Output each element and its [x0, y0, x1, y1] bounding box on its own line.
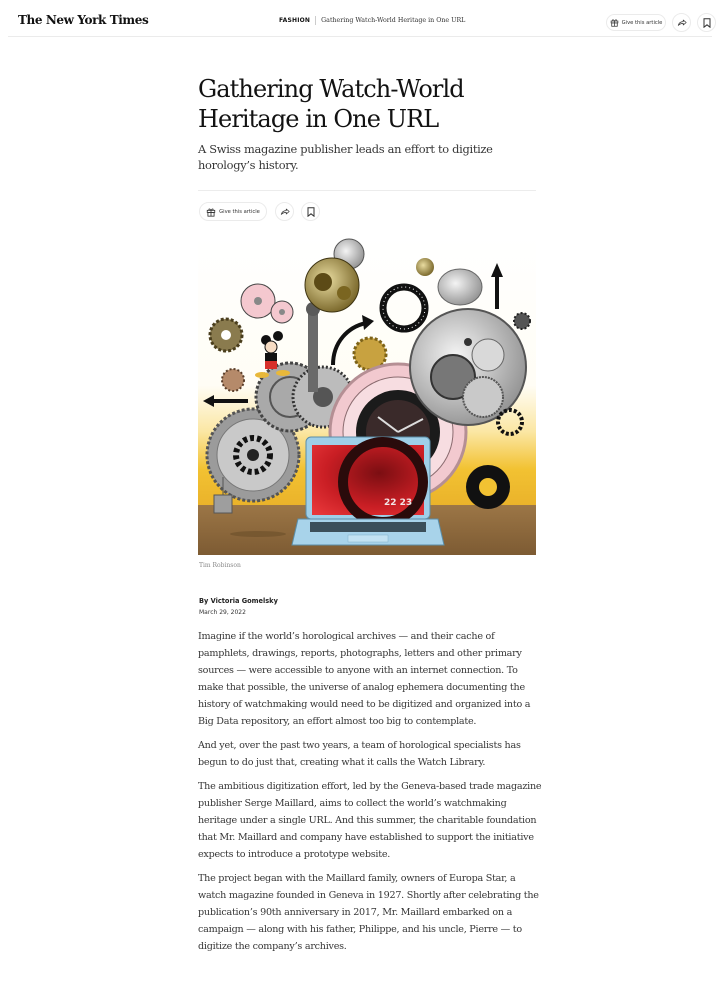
article-summary: A Swiss magazine publisher leads an effort to digitize horology’s history. — [198, 142, 493, 172]
gift-icon — [206, 207, 216, 217]
screen-numbers: 22 23 — [384, 498, 413, 508]
bronze-disk — [416, 258, 434, 276]
desk-shadow — [230, 531, 286, 537]
top-bar — [8, 10, 712, 37]
bookmark-icon — [307, 207, 315, 217]
section-link[interactable]: FASHION — [279, 17, 311, 24]
image-credit: Tim Robinson — [199, 562, 241, 569]
small-dark-gear — [514, 313, 530, 329]
byline[interactable]: By Victoria Gomelsky — [199, 597, 278, 605]
headline-line-1: Gathering Watch-World — [198, 75, 464, 103]
breadcrumb-divider — [315, 16, 316, 25]
article-headline — [198, 74, 538, 134]
headline-line-2: Heritage in One URL — [198, 105, 439, 133]
bookmark-button[interactable] — [301, 202, 320, 221]
laptop — [292, 437, 444, 545]
paragraph: Imagine if the world’s horological archives — and their cache of pamphlets, drawings, reports, photographs, letters and other primary sources — were accessible to anyone with an internet connection. To make that possible, the universe of analog ephemera documenting the history of watchmaking would need to be digitized and organized into a Big Data repository, an effort almost too big to contemplate. — [198, 631, 531, 727]
breadcrumb-title: Gathering Watch-World Heritage in One URL — [321, 17, 466, 24]
article-body — [198, 629, 543, 963]
share-arrow-icon — [280, 207, 290, 216]
share-arrow-icon — [677, 18, 687, 27]
breadcrumb — [279, 16, 465, 25]
bookmark-button-top[interactable] — [697, 13, 716, 32]
share-button[interactable] — [275, 202, 294, 221]
silver-plate — [438, 269, 482, 305]
give-article-button-top[interactable] — [606, 14, 666, 31]
paragraph: And yet, over the past two years, a team of horological specialists has begun to do just that, creating what it calls the Watch Library. — [198, 739, 521, 768]
article-illustration — [198, 237, 536, 555]
give-article-label: Give this article — [219, 208, 260, 215]
give-article-button[interactable] — [199, 202, 267, 221]
paragraph: The ambitious digitization effort, led by the Geneva-based trade magazine publisher Serge Maillard, aims to collect the world’s watchmaking heritage under a single URL. And this summer, the charitable foundation that Mr. Maillard and company have established to support the initiative expects to introduce a prototype website. — [198, 781, 542, 860]
gift-icon — [610, 18, 619, 27]
weight-block — [214, 495, 232, 513]
watch-collage-illustration — [198, 237, 536, 555]
pocket-watch-movement — [410, 309, 526, 425]
nyt-logo[interactable]: The New York Times — [18, 13, 149, 27]
publish-date: March 29, 2022 — [199, 609, 246, 616]
paragraph: The project began with the Maillard family, owners of Europa Star, a watch magazine founded in Geneva in 1927. Shortly after celebrating the publication’s 90th anniversary in 2017, Mr. Maillard embarked on a campaign — along with his father, Philippe, and his uncle, Pierre — to digitize the company’s archives. — [198, 873, 539, 952]
bookmark-icon — [703, 18, 711, 28]
divider — [198, 190, 536, 191]
share-button-top[interactable] — [672, 13, 691, 32]
give-article-label: Give this article — [621, 19, 663, 26]
small-copper-gear — [222, 369, 244, 391]
